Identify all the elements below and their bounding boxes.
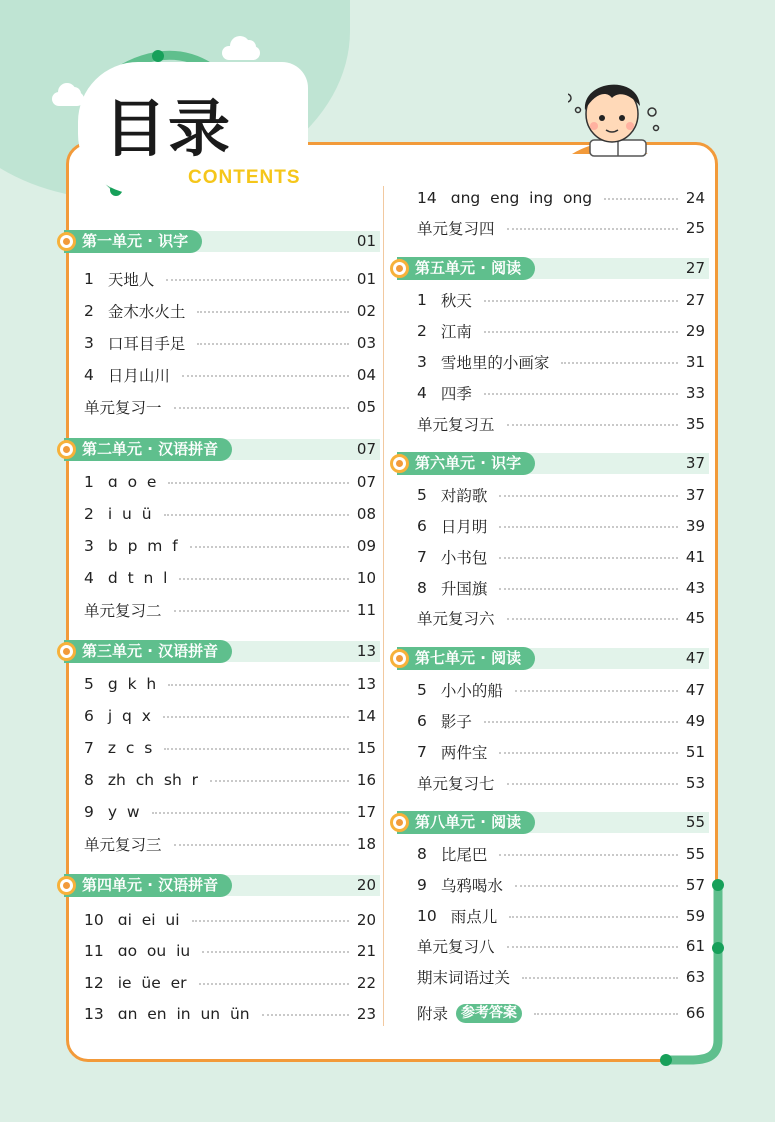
dot-leader bbox=[499, 588, 678, 590]
dot-leader bbox=[509, 916, 678, 918]
review-entry[interactable] bbox=[417, 217, 705, 239]
entry-label: 单元复习六 bbox=[417, 610, 495, 628]
dot-leader bbox=[168, 684, 349, 686]
unit-title: 第八单元 · 阅读 bbox=[397, 811, 535, 834]
unit-page-number: 55 bbox=[685, 813, 705, 831]
dot-leader bbox=[534, 1013, 678, 1015]
toc-entry[interactable] bbox=[417, 741, 705, 763]
unit-title: 第三单元 · 汉语拼音 bbox=[64, 640, 232, 663]
dot-leader bbox=[168, 482, 348, 484]
unit-header[interactable] bbox=[387, 646, 709, 670]
entry-label: 单元复习四 bbox=[417, 220, 495, 238]
entry-label: 单元复习三 bbox=[84, 836, 162, 854]
entry-page-number: 33 bbox=[685, 384, 705, 402]
entry-page-number: 55 bbox=[685, 845, 705, 863]
entry-page-number: 37 bbox=[685, 486, 705, 504]
entry-number: 3 bbox=[84, 334, 94, 352]
entry-label: ɑng eng ing ong bbox=[450, 189, 593, 207]
entry-label: y w bbox=[107, 803, 140, 821]
toc-entry[interactable] bbox=[417, 351, 705, 373]
toc-entry[interactable] bbox=[84, 332, 376, 354]
unit-page-number: 13 bbox=[356, 642, 376, 660]
entry-number: 10 bbox=[84, 911, 104, 929]
toc-entry[interactable] bbox=[417, 187, 705, 209]
entry-number: 5 bbox=[417, 486, 427, 504]
toc-entry[interactable] bbox=[417, 843, 705, 865]
toc-entry[interactable] bbox=[417, 382, 705, 404]
unit-bullet-icon bbox=[390, 649, 409, 668]
entry-label: 雨点儿 bbox=[450, 908, 498, 926]
unit-title: 第一单元 · 识字 bbox=[64, 230, 202, 253]
entry-page-number: 31 bbox=[685, 353, 705, 371]
entry-number: 5 bbox=[417, 681, 427, 699]
dot-leader bbox=[210, 780, 349, 782]
unit-bullet-icon bbox=[57, 232, 76, 251]
unit-bullet-icon bbox=[57, 876, 76, 895]
entry-page-number: 14 bbox=[356, 707, 376, 725]
dot-leader bbox=[507, 946, 678, 948]
entry-number: 9 bbox=[84, 803, 94, 821]
entry-page-number: 05 bbox=[356, 398, 376, 416]
dot-leader bbox=[484, 393, 678, 395]
toc-entry[interactable] bbox=[84, 268, 376, 290]
entry-label: 对韵歌 bbox=[440, 487, 488, 505]
unit-bullet-icon bbox=[390, 454, 409, 473]
entry-number: 6 bbox=[417, 517, 427, 535]
entry-label: d t n l bbox=[107, 569, 168, 587]
unit-title: 第七单元 · 阅读 bbox=[397, 647, 535, 670]
entry-label: j q x bbox=[107, 707, 151, 725]
review-entry[interactable] bbox=[417, 413, 705, 435]
page-title: 目录 bbox=[104, 92, 233, 165]
review-entry[interactable] bbox=[417, 607, 705, 629]
entry-label: ie üe er bbox=[117, 974, 187, 992]
toc-entry[interactable] bbox=[84, 769, 376, 791]
dot-leader bbox=[507, 618, 678, 620]
toc-entry[interactable] bbox=[84, 503, 376, 525]
entry-number: 2 bbox=[84, 505, 94, 523]
dot-leader bbox=[507, 783, 678, 785]
entry-page-number: 47 bbox=[685, 681, 705, 699]
entry-page-number: 23 bbox=[356, 1005, 376, 1023]
dot-leader bbox=[262, 1014, 349, 1016]
toc-entry[interactable] bbox=[417, 515, 705, 537]
toc-entry[interactable] bbox=[84, 471, 376, 493]
entry-page-number: 13 bbox=[356, 675, 376, 693]
entry-number: 6 bbox=[417, 712, 427, 730]
entry-page-number: 63 bbox=[685, 968, 705, 986]
entry-page-number: 27 bbox=[685, 291, 705, 309]
boy-illustration bbox=[568, 70, 668, 162]
entry-number: 4 bbox=[84, 569, 94, 587]
unit-header[interactable] bbox=[54, 229, 380, 253]
entry-label: 日月山川 bbox=[107, 367, 170, 385]
dot-leader bbox=[163, 716, 349, 718]
toc-entry[interactable] bbox=[84, 705, 376, 727]
dot-leader bbox=[164, 514, 349, 516]
review-entry[interactable] bbox=[417, 966, 705, 988]
entry-number: 7 bbox=[84, 739, 94, 757]
unit-title: 第二单元 · 汉语拼音 bbox=[64, 438, 232, 461]
entry-label: 升国旗 bbox=[440, 580, 488, 598]
dot-leader bbox=[179, 578, 348, 580]
entry-number: 13 bbox=[84, 1005, 104, 1023]
entry-label: 单元复习七 bbox=[417, 775, 495, 793]
entry-label: 单元复习八 bbox=[417, 938, 495, 956]
entry-label: 江南 bbox=[440, 323, 472, 341]
entry-page-number: 53 bbox=[685, 774, 705, 792]
entry-page-number: 51 bbox=[685, 743, 705, 761]
toc-entry[interactable] bbox=[84, 364, 376, 386]
entry-label: 单元复习五 bbox=[417, 416, 495, 434]
dot-leader bbox=[507, 228, 678, 230]
dot-leader bbox=[515, 885, 678, 887]
entry-page-number: 10 bbox=[356, 569, 376, 587]
unit-title: 第五单元 · 阅读 bbox=[397, 257, 535, 280]
unit-page-number: 07 bbox=[356, 440, 376, 458]
unit-page-number: 27 bbox=[685, 259, 705, 277]
dot-leader bbox=[561, 362, 678, 364]
toc-entry[interactable] bbox=[84, 1003, 376, 1025]
unit-header[interactable] bbox=[54, 639, 380, 663]
toc-entry[interactable] bbox=[84, 801, 376, 823]
entry-page-number: 07 bbox=[356, 473, 376, 491]
dot-leader bbox=[484, 721, 678, 723]
toc-entry[interactable] bbox=[84, 535, 376, 557]
toc-entry[interactable] bbox=[417, 874, 705, 896]
dot-leader bbox=[174, 844, 349, 846]
entry-page-number: 59 bbox=[685, 907, 705, 925]
entry-number: 4 bbox=[417, 384, 427, 402]
dot-leader bbox=[499, 752, 678, 754]
dot-leader bbox=[197, 343, 349, 345]
unit-bullet-icon bbox=[390, 259, 409, 278]
entry-page-number: 49 bbox=[685, 712, 705, 730]
entry-label: 期末词语过关 bbox=[417, 969, 511, 987]
unit-bullet-icon bbox=[390, 813, 409, 832]
entry-label: 日月明 bbox=[440, 518, 488, 536]
entry-number: 5 bbox=[84, 675, 94, 693]
toc-entry[interactable] bbox=[417, 577, 705, 599]
entry-number: 8 bbox=[84, 771, 94, 789]
entry-number: 7 bbox=[417, 743, 427, 761]
entry-number: 2 bbox=[417, 322, 427, 340]
unit-page-number: 20 bbox=[356, 876, 376, 894]
dot-leader bbox=[166, 279, 349, 281]
entry-number: 2 bbox=[84, 302, 94, 320]
entry-label: z c s bbox=[107, 739, 153, 757]
toc-entry[interactable] bbox=[84, 737, 376, 759]
toc-entry[interactable] bbox=[417, 320, 705, 342]
dot-leader bbox=[484, 300, 678, 302]
dot-leader bbox=[522, 977, 678, 979]
entry-page-number: 57 bbox=[685, 876, 705, 894]
unit-header[interactable] bbox=[387, 451, 709, 475]
page-subtitle: CONTENTS bbox=[188, 167, 301, 188]
entry-label: zh ch sh r bbox=[107, 771, 199, 789]
toc-entry[interactable] bbox=[84, 972, 376, 994]
entry-page-number: 41 bbox=[685, 548, 705, 566]
entry-number: 6 bbox=[84, 707, 94, 725]
entry-number: 11 bbox=[84, 942, 104, 960]
entry-number: 8 bbox=[417, 845, 427, 863]
entry-label: 雪地里的小画家 bbox=[440, 354, 550, 372]
entry-label: 四季 bbox=[440, 385, 472, 403]
dot-leader bbox=[164, 748, 349, 750]
entry-page-number: 08 bbox=[356, 505, 376, 523]
column-divider bbox=[383, 186, 384, 1026]
entry-page-number: 18 bbox=[356, 835, 376, 853]
entry-number: 14 bbox=[417, 189, 437, 207]
entry-page-number: 39 bbox=[685, 517, 705, 535]
dot-leader bbox=[197, 311, 349, 313]
dot-leader bbox=[499, 526, 678, 528]
toc-entry[interactable] bbox=[84, 940, 376, 962]
entry-page-number: 09 bbox=[356, 537, 376, 555]
entry-number: 1 bbox=[84, 473, 94, 491]
entry-page-number: 24 bbox=[685, 189, 705, 207]
dot-leader bbox=[152, 812, 349, 814]
entry-number: 12 bbox=[84, 974, 104, 992]
entry-page-number: 66 bbox=[685, 1004, 705, 1022]
entry-number: 10 bbox=[417, 907, 437, 925]
review-entry[interactable] bbox=[84, 396, 376, 418]
toc-entry[interactable] bbox=[417, 905, 705, 927]
review-entry[interactable] bbox=[84, 599, 376, 621]
entry-label: 天地人 bbox=[107, 271, 155, 289]
entry-label: 金木水火土 bbox=[107, 303, 186, 321]
entry-label: ɑn en in un ün bbox=[117, 1005, 250, 1023]
entry-number: 3 bbox=[84, 537, 94, 555]
entry-label: ɑi ei ui bbox=[117, 911, 180, 929]
unit-header[interactable] bbox=[387, 810, 709, 834]
toc-entry[interactable] bbox=[84, 300, 376, 322]
entry-page-number: 22 bbox=[356, 974, 376, 992]
dot-leader bbox=[174, 407, 349, 409]
entry-label: 影子 bbox=[440, 713, 472, 731]
toc-entry[interactable] bbox=[84, 673, 376, 695]
entry-page-number: 02 bbox=[356, 302, 376, 320]
entry-label: 两件宝 bbox=[440, 744, 488, 762]
entry-label: 附录 bbox=[417, 1005, 449, 1023]
entry-page-number: 03 bbox=[356, 334, 376, 352]
unit-header[interactable] bbox=[387, 256, 709, 280]
entry-number: 3 bbox=[417, 353, 427, 371]
entry-label: ɑ o e bbox=[107, 473, 157, 491]
dot-leader bbox=[182, 375, 349, 377]
dot-leader bbox=[604, 198, 678, 200]
entry-label: i u ü bbox=[107, 505, 152, 523]
unit-bullet-icon bbox=[57, 642, 76, 661]
answer-badge: 参考答案 bbox=[456, 1004, 522, 1023]
dot-leader bbox=[499, 495, 678, 497]
dot-leader bbox=[515, 690, 678, 692]
review-entry[interactable] bbox=[417, 772, 705, 794]
toc-entry[interactable] bbox=[84, 909, 376, 931]
dot-leader bbox=[202, 951, 349, 953]
entry-page-number: 61 bbox=[685, 937, 705, 955]
dot-leader bbox=[190, 546, 349, 548]
entry-number: 1 bbox=[84, 270, 94, 288]
unit-bullet-icon bbox=[57, 440, 76, 459]
entry-page-number: 35 bbox=[685, 415, 705, 433]
entry-label: 小书包 bbox=[440, 549, 488, 567]
dot-leader bbox=[507, 424, 678, 426]
entry-number: 1 bbox=[417, 291, 427, 309]
entry-page-number: 15 bbox=[356, 739, 376, 757]
entry-label: 比尾巴 bbox=[440, 846, 488, 864]
entry-label: 乌鸦喝水 bbox=[440, 877, 503, 895]
unit-header[interactable] bbox=[54, 873, 380, 897]
unit-page-number: 01 bbox=[356, 232, 376, 250]
toc-entry[interactable] bbox=[417, 484, 705, 506]
entry-label: 单元复习一 bbox=[84, 399, 162, 417]
entry-label: 单元复习二 bbox=[84, 602, 162, 620]
entry-page-number: 45 bbox=[685, 609, 705, 627]
appendix-entry[interactable] bbox=[417, 1002, 705, 1024]
dot-leader bbox=[499, 557, 678, 559]
toc-entry[interactable] bbox=[84, 567, 376, 589]
entry-page-number: 11 bbox=[356, 601, 376, 619]
dot-leader bbox=[199, 983, 349, 985]
entry-label: ɑo ou iu bbox=[117, 942, 191, 960]
entry-label: 小小的船 bbox=[440, 682, 503, 700]
toc-entry[interactable] bbox=[417, 679, 705, 701]
dot-leader bbox=[484, 331, 678, 333]
unit-title: 第六单元 · 识字 bbox=[397, 452, 535, 475]
entry-page-number: 20 bbox=[356, 911, 376, 929]
entry-page-number: 43 bbox=[685, 579, 705, 597]
entry-number: 7 bbox=[417, 548, 427, 566]
entry-label: 口耳目手足 bbox=[107, 335, 186, 353]
entry-number: 8 bbox=[417, 579, 427, 597]
dot-leader bbox=[499, 854, 678, 856]
entry-label: b p m f bbox=[107, 537, 178, 555]
entry-number: 4 bbox=[84, 366, 94, 384]
entry-page-number: 29 bbox=[685, 322, 705, 340]
dot-leader bbox=[192, 920, 349, 922]
entry-page-number: 16 bbox=[356, 771, 376, 789]
dot-leader bbox=[174, 610, 349, 612]
toc-entry[interactable] bbox=[417, 710, 705, 732]
review-entry[interactable] bbox=[417, 935, 705, 957]
entry-label: 秋天 bbox=[440, 292, 472, 310]
entry-page-number: 01 bbox=[356, 270, 376, 288]
review-entry[interactable] bbox=[84, 833, 376, 855]
entry-page-number: 04 bbox=[356, 366, 376, 384]
entry-page-number: 17 bbox=[356, 803, 376, 821]
unit-page-number: 37 bbox=[685, 454, 705, 472]
entry-page-number: 25 bbox=[685, 219, 705, 237]
toc-entry[interactable] bbox=[417, 289, 705, 311]
unit-header[interactable] bbox=[54, 437, 380, 461]
toc-entry[interactable] bbox=[417, 546, 705, 568]
unit-page-number: 47 bbox=[685, 649, 705, 667]
entry-page-number: 21 bbox=[356, 942, 376, 960]
entry-label: g k h bbox=[107, 675, 157, 693]
entry-number: 9 bbox=[417, 876, 427, 894]
unit-title: 第四单元 · 汉语拼音 bbox=[64, 874, 232, 897]
